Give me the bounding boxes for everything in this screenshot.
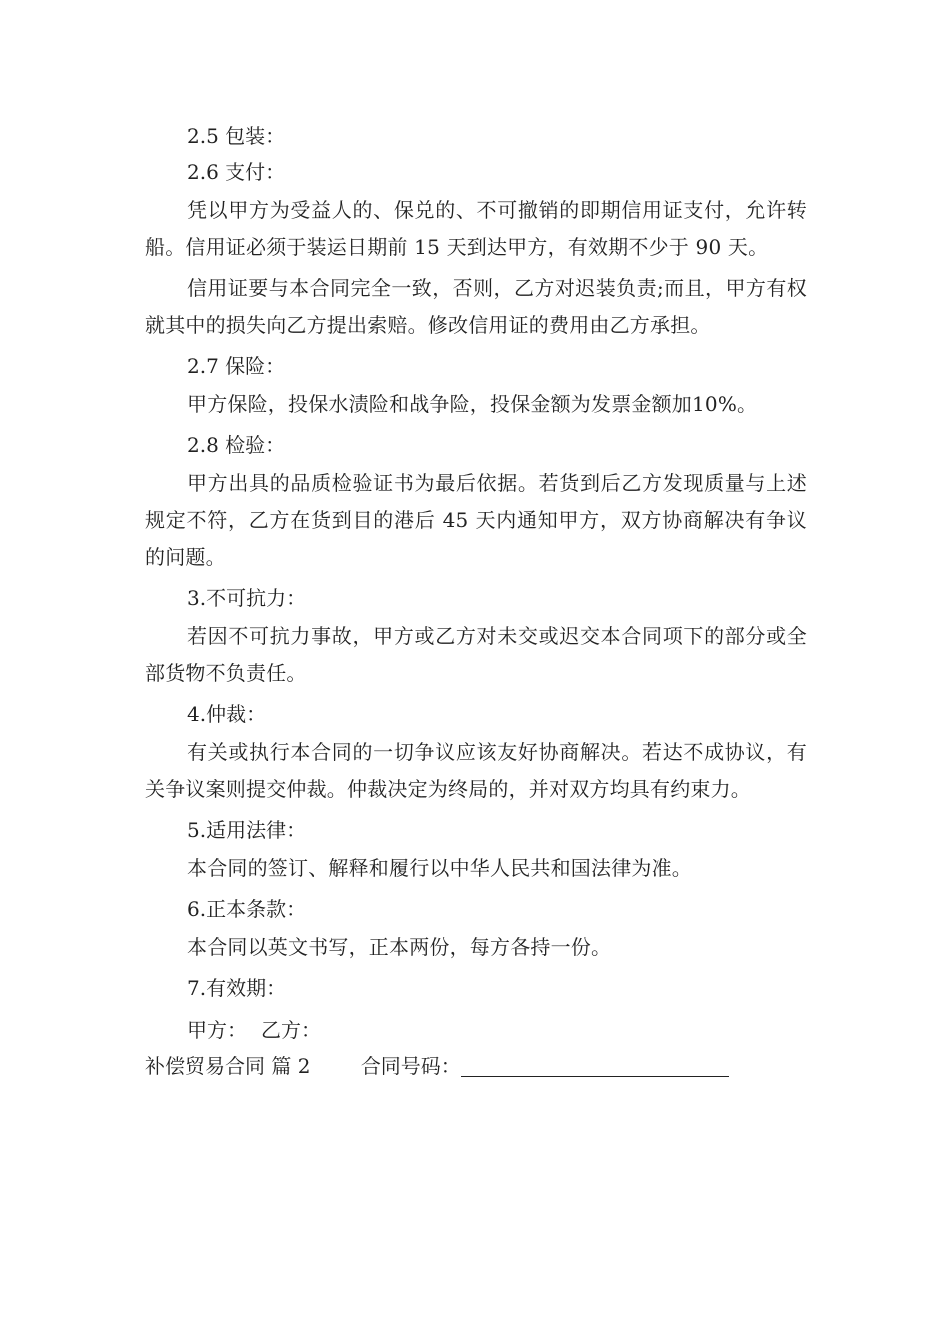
signature-line <box>145 1012 807 1048</box>
originals-paragraph: 本合同以英文书写，正本两份，每方各持一份。 <box>187 935 612 959</box>
contract-number-blank <box>461 1056 729 1077</box>
document-body <box>145 118 807 1084</box>
party-b-signature-label: 乙方： <box>261 1018 321 1042</box>
section-heading-originals: 6.正本条款： <box>187 897 307 921</box>
contract-title: 补偿贸易合同 篇 2 <box>145 1054 311 1078</box>
section-heading-applicable-law: 5.适用法律： <box>187 818 307 842</box>
arbitration-paragraph: 有关或执行本合同的一切争议应该友好协商解决。若达不成协议，有关争议案则提交仲裁。仲裁决定为终局的，并对双方均具有约束力。 <box>145 740 807 801</box>
section-heading-packing: 2.5 包装： <box>187 124 286 148</box>
section-heading-inspection: 2.8 检验： <box>187 433 286 457</box>
payment-paragraph: 凭以甲方为受益人的、保兑的、不可撤销的即期信用证支付，允许转船。信用证必须于装运日期前 15 天到达甲方，有效期不少于 90 天。 <box>145 198 807 259</box>
force-majeure-paragraph: 若因不可抗力事故，甲方或乙方对未交或迟交本合同项下的部分或全部货物不负责任。 <box>145 624 807 685</box>
party-a-signature-label: 甲方： <box>187 1018 247 1042</box>
letter-of-credit-paragraph: 信用证要与本合同完全一致，否则，乙方对迟装负责;而且，甲方有权就其中的损失向乙方提出索赔。修改信用证的费用由乙方承担。 <box>145 276 807 337</box>
applicable-law-paragraph: 本合同的签订、解释和履行以中华人民共和国法律为准。 <box>187 856 692 880</box>
section-heading-payment: 2.6 支付： <box>187 160 286 184</box>
section-heading-insurance: 2.7 保险： <box>187 354 286 378</box>
inspection-paragraph: 甲方出具的品质检验证书为最后依据。若货到后乙方发现质量与上述规定不符，乙方在货到目的港后 45 天内通知甲方，双方协商解决有争议的问题。 <box>145 471 807 569</box>
contract-number-label: 合同号码： <box>360 1054 461 1078</box>
next-contract-header <box>145 1048 807 1084</box>
section-heading-validity: 7.有效期： <box>187 976 287 1000</box>
insurance-paragraph: 甲方保险，投保水渍险和战争险，投保金额为发票金额加10%。 <box>187 392 758 416</box>
section-heading-arbitration: 4.仲裁： <box>187 702 267 726</box>
section-heading-force-majeure: 3.不可抗力： <box>187 586 307 610</box>
